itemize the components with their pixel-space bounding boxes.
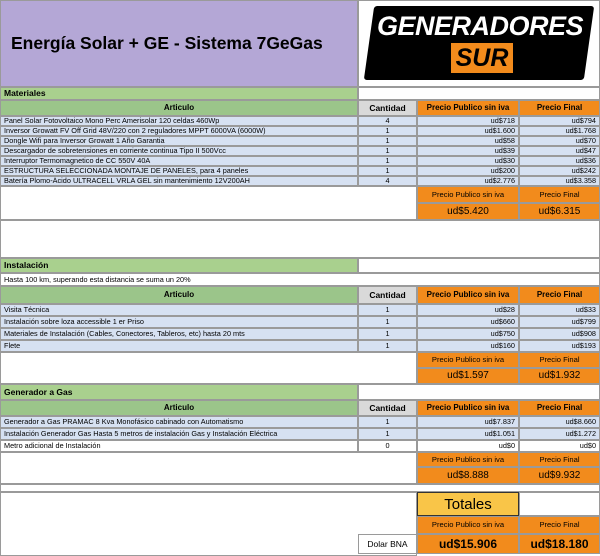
totales-total-publico: ud$15.906 bbox=[417, 534, 519, 554]
materiales-total-label-final: Precio Final bbox=[519, 186, 600, 203]
item-price-publico: ud$160 bbox=[417, 340, 519, 352]
item-price-publico: ud$39 bbox=[417, 146, 519, 156]
item-qty: 1 bbox=[358, 166, 417, 176]
blank bbox=[0, 492, 417, 556]
item-price-final: ud$8.660 bbox=[519, 416, 600, 428]
blank bbox=[0, 484, 600, 492]
item-name: Instalación Generador Gas Hasta 5 metros de instalación Gas y Instalación Eléctrica bbox=[0, 428, 358, 440]
totales-label-publico: Precio Publico sin iva bbox=[417, 516, 519, 534]
materiales-total-label-publico: Precio Publico sin iva bbox=[417, 186, 519, 203]
col-cantidad: Cantidad bbox=[358, 286, 417, 304]
section-gas: Generador a Gas bbox=[0, 384, 358, 400]
logo-text-sub: SUR bbox=[451, 43, 513, 73]
col-precio-publico: Precio Publico sin iva bbox=[417, 100, 519, 116]
instalacion-total-label-publico: Precio Publico sin iva bbox=[417, 352, 519, 368]
item-qty: 1 bbox=[358, 156, 417, 166]
blank bbox=[358, 87, 600, 100]
logo-text-main: GENERADORES bbox=[376, 11, 584, 41]
materiales-total-final: ud$6.315 bbox=[519, 203, 600, 220]
item-price-final: ud$242 bbox=[519, 166, 600, 176]
item-price-final: ud$794 bbox=[519, 116, 600, 126]
blank bbox=[0, 352, 417, 384]
blank bbox=[0, 452, 417, 484]
item-name: Materiales de Instalación (Cables, Conectores, Tableros, etc) hasta 20 mts bbox=[0, 328, 358, 340]
item-name: Flete bbox=[0, 340, 358, 352]
item-price-final: ud$799 bbox=[519, 316, 600, 328]
item-price-publico: ud$58 bbox=[417, 136, 519, 146]
item-qty: 1 bbox=[358, 328, 417, 340]
totales-total-final: ud$18.180 bbox=[519, 534, 600, 554]
blank bbox=[358, 384, 600, 400]
item-qty: 1 bbox=[358, 316, 417, 328]
gas-total-final: ud$9.932 bbox=[519, 467, 600, 484]
dolar-bna-label: Dolar BNA bbox=[358, 534, 417, 554]
item-name: Descargador de sobretensiones en corriente continua Tipo II 500Vcc bbox=[0, 146, 358, 156]
gas-total-publico: ud$8.888 bbox=[417, 467, 519, 484]
item-qty: 0 bbox=[358, 440, 417, 452]
item-name: Dongle Wifi para Inversor Growatt 1 Año Garantia bbox=[0, 136, 358, 146]
instalacion-total-final: ud$1.932 bbox=[519, 368, 600, 384]
item-price-publico: ud$718 bbox=[417, 116, 519, 126]
item-price-publico: ud$1.051 bbox=[417, 428, 519, 440]
col-precio-final: Precio Final bbox=[519, 400, 600, 416]
col-precio-publico: Precio Publico sin iva bbox=[417, 286, 519, 304]
item-qty: 1 bbox=[358, 340, 417, 352]
col-articulo: Articulo bbox=[0, 286, 358, 304]
blank bbox=[0, 186, 417, 220]
item-price-final: ud$3.358 bbox=[519, 176, 600, 186]
item-price-final: ud$0 bbox=[519, 440, 600, 452]
page-title: Energía Solar + GE - Sistema 7GeGas bbox=[11, 33, 323, 53]
blank bbox=[358, 258, 600, 273]
item-price-publico: ud$2.776 bbox=[417, 176, 519, 186]
section-instalacion: Instalación bbox=[0, 258, 358, 273]
col-precio-publico: Precio Publico sin iva bbox=[417, 400, 519, 416]
item-name: Interruptor Termomagnetico de CC 550V 40A bbox=[0, 156, 358, 166]
col-cantidad: Cantidad bbox=[358, 400, 417, 416]
item-qty: 1 bbox=[358, 304, 417, 316]
blank bbox=[0, 220, 600, 258]
item-qty: 4 bbox=[358, 176, 417, 186]
materiales-total-publico: ud$5.420 bbox=[417, 203, 519, 220]
section-materiales: Materiales bbox=[0, 87, 358, 100]
item-qty: 1 bbox=[358, 428, 417, 440]
col-cantidad: Cantidad bbox=[358, 100, 417, 116]
item-qty: 1 bbox=[358, 126, 417, 136]
item-price-publico: ud$660 bbox=[417, 316, 519, 328]
instalacion-total-label-final: Precio Final bbox=[519, 352, 600, 368]
item-price-final: ud$70 bbox=[519, 136, 600, 146]
totales-label-final: Precio Final bbox=[519, 516, 600, 534]
item-price-publico: ud$30 bbox=[417, 156, 519, 166]
instalacion-note: Hasta 100 km, superando esta distancia se suma un 20% bbox=[0, 273, 600, 286]
item-price-publico: ud$0 bbox=[417, 440, 519, 452]
item-price-publico: ud$7.837 bbox=[417, 416, 519, 428]
item-name: Panel Solar Fotovoltaico Mono Perc Amerisolar 120 celdas 460Wp bbox=[0, 116, 358, 126]
instalacion-total-publico: ud$1.597 bbox=[417, 368, 519, 384]
blank bbox=[519, 492, 600, 516]
col-precio-final: Precio Final bbox=[519, 286, 600, 304]
item-name: Generador a Gas PRAMAC 8 Kva Monofásico cabinado con Automatismo bbox=[0, 416, 358, 428]
item-price-final: ud$36 bbox=[519, 156, 600, 166]
item-price-final: ud$908 bbox=[519, 328, 600, 340]
item-price-final: ud$1.768 bbox=[519, 126, 600, 136]
item-price-final: ud$33 bbox=[519, 304, 600, 316]
col-articulo: Articulo bbox=[0, 400, 358, 416]
item-price-final: ud$47 bbox=[519, 146, 600, 156]
item-price-publico: ud$28 bbox=[417, 304, 519, 316]
item-price-publico: ud$200 bbox=[417, 166, 519, 176]
item-name: Metro adicional de Instalación bbox=[0, 440, 358, 452]
item-qty: 1 bbox=[358, 136, 417, 146]
col-articulo: Articulo bbox=[0, 100, 358, 116]
gas-total-label-publico: Precio Publico sin iva bbox=[417, 452, 519, 467]
item-price-final: ud$1.272 bbox=[519, 428, 600, 440]
item-price-publico: ud$750 bbox=[417, 328, 519, 340]
item-name: ESTRUCTURA SELECCIONADA MONTAJE DE PANELES, para 4 paneles bbox=[0, 166, 358, 176]
item-price-final: ud$193 bbox=[519, 340, 600, 352]
item-name: Batería Plomo-Ácido ULTRACELL VRLA GEL sin mantenimiento 12V200AH bbox=[0, 176, 358, 186]
item-qty: 4 bbox=[358, 116, 417, 126]
item-name: Visita Técnica bbox=[0, 304, 358, 316]
item-name: Inversor Growatt FV Off Grid 48V/220 con 2 reguladores MPPT 6000VA (6000W) bbox=[0, 126, 358, 136]
logo bbox=[358, 0, 600, 87]
title-banner bbox=[0, 0, 358, 87]
totales-title: Totales bbox=[417, 492, 519, 516]
item-name: Instalación sobre loza accessible 1 er Priso bbox=[0, 316, 358, 328]
col-precio-final: Precio Final bbox=[519, 100, 600, 116]
item-price-publico: ud$1.600 bbox=[417, 126, 519, 136]
item-qty: 1 bbox=[358, 146, 417, 156]
item-qty: 1 bbox=[358, 416, 417, 428]
gas-total-label-final: Precio Final bbox=[519, 452, 600, 467]
